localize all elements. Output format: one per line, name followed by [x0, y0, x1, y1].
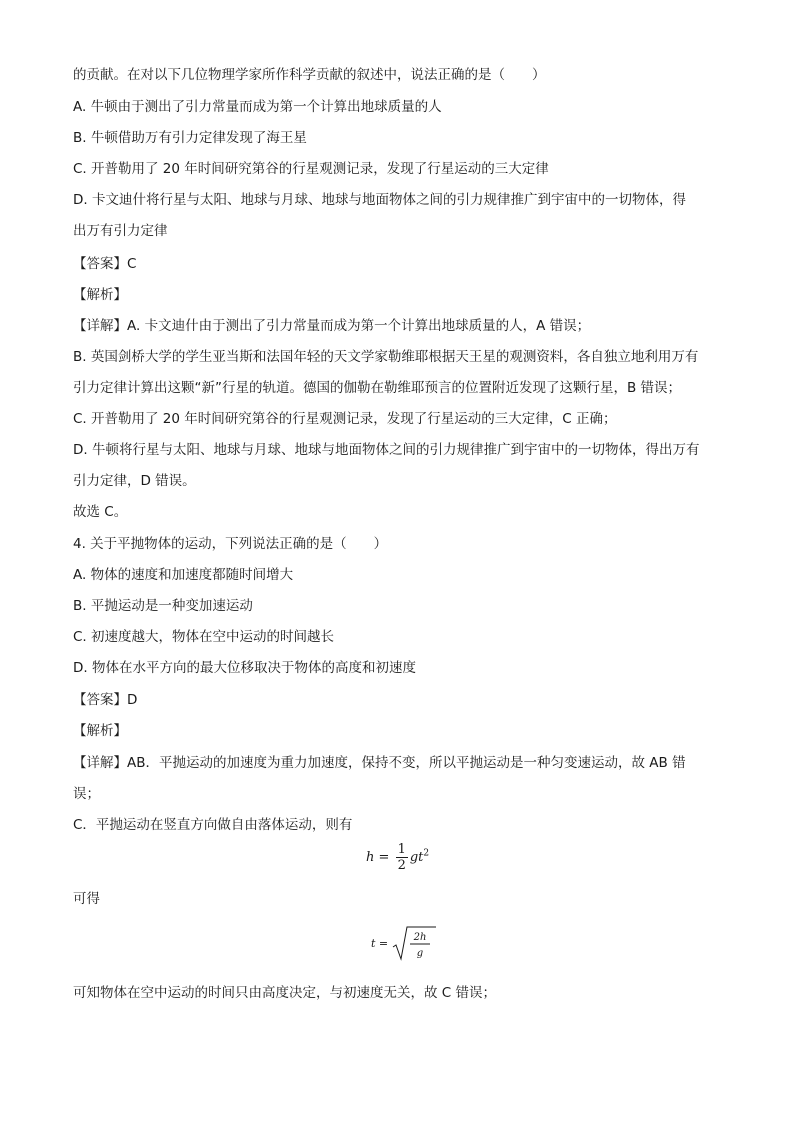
- formula-1-eq: =: [378, 850, 390, 865]
- q4-option-d: D. 物体在水平方向的最大位移取决于物体的高度和初速度: [73, 660, 416, 676]
- q3-answer: 【答案】C: [73, 256, 137, 272]
- formula-1-rhs: gt: [409, 850, 424, 865]
- q3-detail-b-cont: 引力定律计算出这颗“新”行星的轨道。德国的伽勒在勒维耶预言的位置附近发现了这颗行星，B 错误；: [73, 380, 682, 396]
- q3-option-d-cont: 出万有引力定律: [73, 223, 168, 239]
- question-3-stem-end: 的贡献。在对以下几位物理学家所作科学贡献的叙述中，说法正确的是（ ）: [73, 67, 546, 83]
- q4-detail-ab-cont: 误；: [73, 786, 100, 802]
- q3-option-d: D. 卡文迪什将行星与太阳、地球与月球、地球与地面物体之间的引力规律推广到宇宙中的一切物体，得: [73, 192, 686, 208]
- formula-2-lhs: t: [371, 937, 376, 950]
- q3-detail-d: D. 牛顿将行星与太阳、地球与月球、地球与地面物体之间的引力规律推广到宇宙中的一切物体，得出万有: [73, 442, 700, 458]
- q4-option-c: C. 初速度越大，物体在空中运动的时间越长: [73, 629, 335, 645]
- q4-derive-label: 可得: [73, 891, 100, 907]
- q3-detail-d-cont: 引力定律，D 错误。: [73, 473, 196, 489]
- formula-2-numerator: 2h: [413, 932, 427, 943]
- formula-1-exponent: 2: [423, 848, 430, 859]
- q3-detail-b: B. 英国剑桥大学的学生亚当斯和法国年轻的天文学家勒维耶根据天王星的观测资料，各自独立地利用万有: [73, 349, 699, 365]
- q4-answer: 【答案】D: [73, 692, 138, 708]
- q3-analysis-label: 【解析】: [73, 287, 127, 303]
- question-4-stem: 4. 关于平抛物体的运动，下列说法正确的是（ ）: [73, 536, 388, 552]
- square-root-sign-icon: [392, 925, 438, 963]
- q3-option-a: A. 牛顿由于测出了引力常量而成为第一个计算出地球质量的人: [73, 99, 442, 115]
- q4-detail-ab: 【详解】AB．平抛运动的加速度为重力加速度，保持不变，所以平抛运动是一种匀变速运动，故 AB 错: [73, 755, 686, 771]
- q3-detail-c: C. 开普勒用了 20 年时间研究第谷的行星观测记录，发现了行星运动的三大定律，C 正确；: [73, 411, 617, 427]
- formula-1-fraction: [396, 842, 408, 873]
- q4-option-b: B. 平抛运动是一种变加速运动: [73, 598, 253, 614]
- formula-fall-time: [371, 925, 438, 963]
- q4-option-a: A. 物体的速度和加速度都随时间增大: [73, 567, 294, 583]
- formula-2-eq: =: [378, 937, 389, 950]
- q3-option-b: B. 牛顿借助万有引力定律发现了海王星: [73, 130, 307, 146]
- q3-conclusion: 故选 C。: [73, 504, 128, 520]
- q3-option-c: C. 开普勒用了 20 年时间研究第谷的行星观测记录，发现了行星运动的三大定律: [73, 161, 549, 177]
- q4-detail-c: C．平抛运动在竖直方向做自由落体运动，则有: [73, 817, 353, 833]
- formula-free-fall-height: [366, 842, 429, 873]
- formula-1-lhs: h: [366, 850, 375, 865]
- formula-2-denominator: g: [416, 948, 423, 959]
- formula-1-denominator: 2: [397, 858, 406, 873]
- formula-2-radical: [392, 925, 438, 963]
- q4-detail-c-conclusion: 可知物体在空中运动的时间只由高度决定，与初速度无关，故 C 错误；: [73, 985, 497, 1001]
- formula-1-numerator: 1: [397, 842, 406, 857]
- q4-analysis-label: 【解析】: [73, 723, 127, 739]
- q3-detail-a: 【详解】A. 卡文迪什由于测出了引力常量而成为第一个计算出地球质量的人，A 错误；: [73, 318, 591, 334]
